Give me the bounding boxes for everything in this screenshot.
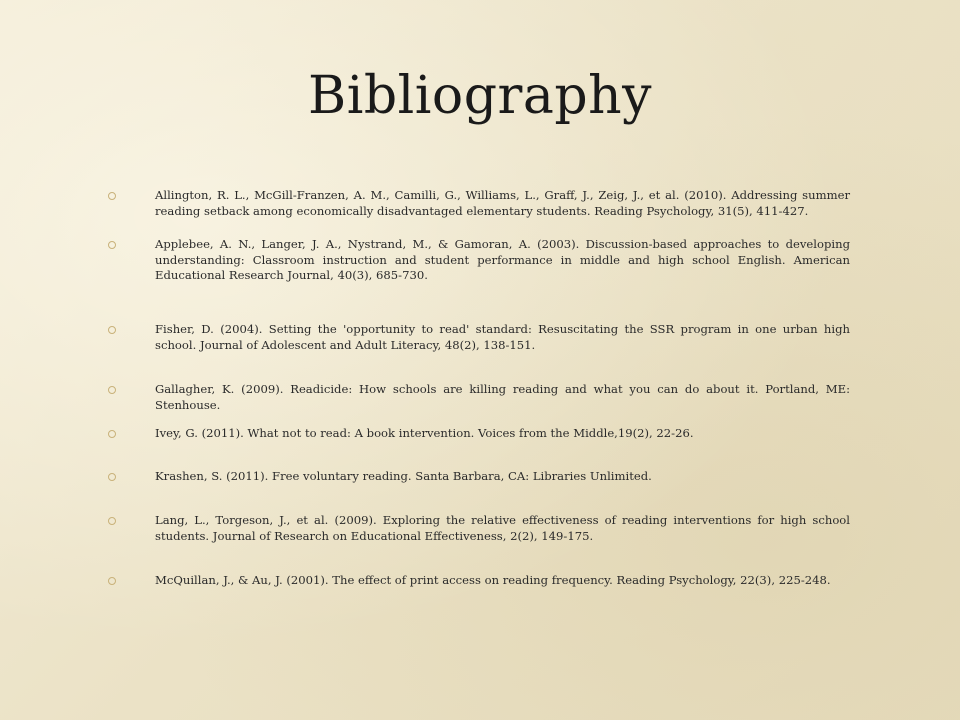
bullet-icon xyxy=(108,517,116,525)
reference-text: Lang, L., Torgeson, J., et al. (2009). Exploring the relative effectiveness of reading interventions for high school students. Journal of Research on Educational Effectiveness, 2(2), 149-175. xyxy=(155,513,850,543)
reference-text: Fisher, D. (2004). Setting the 'opportunity to read' standard: Resuscitating the SSR program in one urban high school. Journal of Adolescent and Adult Literacy, 48(2), 138-151. xyxy=(155,322,850,352)
reference-text: Gallagher, K. (2009). Readicide: How schools are killing reading and what you can do about it. Portland, ME: Stenhouse. xyxy=(155,382,850,412)
bullet-icon xyxy=(108,473,116,481)
reference-text: Ivey, G. (2011). What not to read: A book intervention. Voices from the Middle,19(2), 22-26. xyxy=(155,426,694,440)
reference-text: Applebee, A. N., Langer, J. A., Nystrand, M., & Gamoran, A. (2003). Discussion-based approaches to developing understanding: Classroom instruction and student performance in middle and high school English. American Educational Research Journal, 40(3), 685-730. xyxy=(155,237,850,282)
bullet-icon xyxy=(108,430,116,438)
bullet-icon xyxy=(108,577,116,585)
reference-text: Krashen, S. (2011). Free voluntary reading. Santa Barbara, CA: Libraries Unlimited. xyxy=(155,469,652,483)
bullet-icon xyxy=(108,192,116,200)
bullet-icon xyxy=(108,326,116,334)
slide-title: Bibliography xyxy=(308,66,652,126)
bullet-icon xyxy=(108,241,116,249)
reference-text: McQuillan, J., & Au, J. (2001). The effect of print access on reading frequency. Reading Psychology, 22(3), 225-248. xyxy=(155,573,831,587)
reference-text: Allington, R. L., McGill-Franzen, A. M., Camilli, G., Williams, L., Graff, J., Zeig, J., et al. (2010). Addressing summer reading setback among economically disadvantaged elementary students. Reading Psychology, 31(5), 411-427. xyxy=(155,188,850,218)
bullet-icon xyxy=(108,386,116,394)
